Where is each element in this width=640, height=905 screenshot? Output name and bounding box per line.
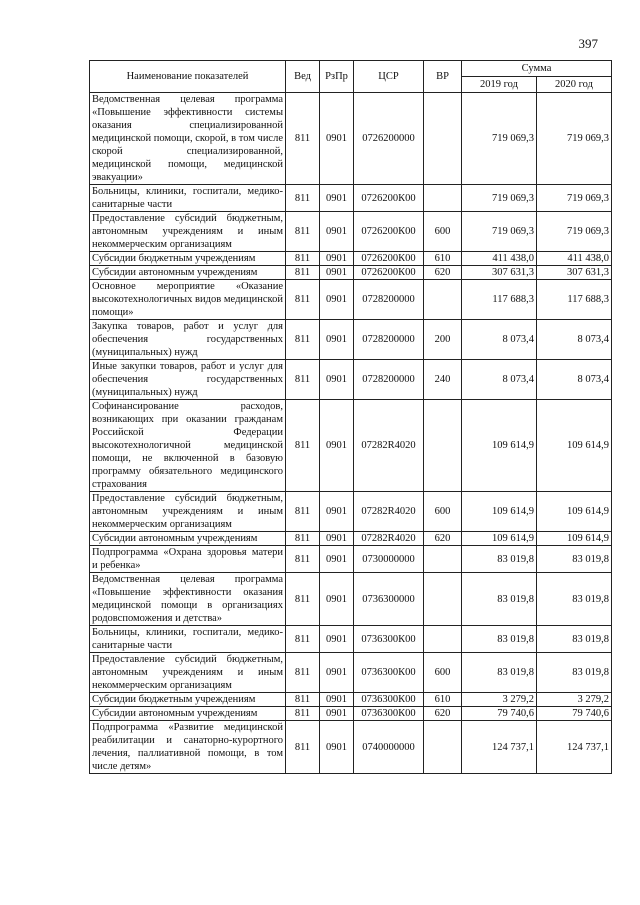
cell-y2020: 8 073,4 bbox=[537, 320, 612, 360]
cell-ved: 811 bbox=[286, 252, 320, 266]
cell-y2019: 307 631,3 bbox=[462, 266, 537, 280]
cell-y2019: 109 614,9 bbox=[462, 492, 537, 532]
cell-name: Подпрограмма «Охрана здоровья матери и ребенка» bbox=[90, 546, 286, 573]
cell-y2020: 117 688,3 bbox=[537, 280, 612, 320]
cell-name: Больницы, клиники, госпитали, медико-санитарные части bbox=[90, 626, 286, 653]
cell-y2020: 83 019,8 bbox=[537, 573, 612, 626]
cell-y2020: 719 069,3 bbox=[537, 212, 612, 252]
cell-y2020: 109 614,9 bbox=[537, 492, 612, 532]
page-number: 397 bbox=[578, 36, 598, 51]
cell-ved: 811 bbox=[286, 400, 320, 492]
cell-rzpr: 0901 bbox=[320, 185, 354, 212]
header-2019: 2019 год bbox=[462, 77, 537, 93]
table-row bbox=[90, 360, 612, 400]
cell-y2020: 83 019,8 bbox=[537, 626, 612, 653]
cell-y2019: 8 073,4 bbox=[462, 360, 537, 400]
table-row bbox=[90, 320, 612, 360]
cell-y2020: 124 737,1 bbox=[537, 721, 612, 774]
cell-y2019: 83 019,8 bbox=[462, 626, 537, 653]
cell-csr: 0740000000 bbox=[354, 721, 424, 774]
cell-rzpr: 0901 bbox=[320, 320, 354, 360]
table-row bbox=[90, 212, 612, 252]
header-sum: Сумма bbox=[462, 61, 612, 77]
table-row bbox=[90, 532, 612, 546]
cell-csr: 0728200000 bbox=[354, 360, 424, 400]
cell-csr: 0726200К00 bbox=[354, 212, 424, 252]
table-row bbox=[90, 721, 612, 774]
cell-csr: 0730000000 bbox=[354, 546, 424, 573]
cell-vr: 620 bbox=[424, 707, 462, 721]
table-row bbox=[90, 252, 612, 266]
cell-name: Предоставление субсидий бюджетным, автономным учреждениям и иным некоммерческим организациям bbox=[90, 492, 286, 532]
cell-name: Предоставление субсидий бюджетным, автономным учреждениям и иным некоммерческим организациям bbox=[90, 212, 286, 252]
cell-y2020: 3 279,2 bbox=[537, 693, 612, 707]
cell-csr: 07282R4020 bbox=[354, 492, 424, 532]
cell-y2020: 79 740,6 bbox=[537, 707, 612, 721]
cell-ved: 811 bbox=[286, 93, 320, 185]
cell-y2020: 8 073,4 bbox=[537, 360, 612, 400]
cell-ved: 811 bbox=[286, 693, 320, 707]
cell-ved: 811 bbox=[286, 707, 320, 721]
cell-y2019: 83 019,8 bbox=[462, 546, 537, 573]
cell-csr: 0736300К00 bbox=[354, 707, 424, 721]
cell-csr: 0726200К00 bbox=[354, 185, 424, 212]
table-row bbox=[90, 573, 612, 626]
cell-y2020: 719 069,3 bbox=[537, 185, 612, 212]
cell-csr: 0728200000 bbox=[354, 320, 424, 360]
cell-csr: 0736300000 bbox=[354, 573, 424, 626]
cell-rzpr: 0901 bbox=[320, 626, 354, 653]
cell-csr: 0726200К00 bbox=[354, 252, 424, 266]
cell-y2020: 719 069,3 bbox=[537, 93, 612, 185]
cell-rzpr: 0901 bbox=[320, 360, 354, 400]
cell-rzpr: 0901 bbox=[320, 93, 354, 185]
budget-table bbox=[89, 60, 612, 774]
cell-ved: 811 bbox=[286, 266, 320, 280]
cell-y2020: 109 614,9 bbox=[537, 532, 612, 546]
cell-vr bbox=[424, 626, 462, 653]
cell-rzpr: 0901 bbox=[320, 252, 354, 266]
cell-rzpr: 0901 bbox=[320, 693, 354, 707]
cell-vr: 610 bbox=[424, 693, 462, 707]
cell-ved: 811 bbox=[286, 532, 320, 546]
cell-csr: 0726200К00 bbox=[354, 266, 424, 280]
table-row bbox=[90, 707, 612, 721]
cell-name: Субсидии автономным учреждениям bbox=[90, 532, 286, 546]
cell-rzpr: 0901 bbox=[320, 492, 354, 532]
cell-ved: 811 bbox=[286, 360, 320, 400]
cell-rzpr: 0901 bbox=[320, 707, 354, 721]
cell-vr bbox=[424, 721, 462, 774]
cell-y2020: 411 438,0 bbox=[537, 252, 612, 266]
table-row bbox=[90, 400, 612, 492]
table-row bbox=[90, 185, 612, 212]
cell-rzpr: 0901 bbox=[320, 721, 354, 774]
cell-vr: 240 bbox=[424, 360, 462, 400]
cell-y2019: 8 073,4 bbox=[462, 320, 537, 360]
cell-rzpr: 0901 bbox=[320, 266, 354, 280]
table-body bbox=[90, 93, 612, 774]
cell-vr bbox=[424, 185, 462, 212]
cell-vr: 620 bbox=[424, 266, 462, 280]
cell-ved: 811 bbox=[286, 280, 320, 320]
cell-y2019: 411 438,0 bbox=[462, 252, 537, 266]
cell-ved: 811 bbox=[286, 573, 320, 626]
cell-y2020: 307 631,3 bbox=[537, 266, 612, 280]
cell-rzpr: 0901 bbox=[320, 546, 354, 573]
cell-y2019: 124 737,1 bbox=[462, 721, 537, 774]
cell-name: Больницы, клиники, госпитали, медико-санитарные части bbox=[90, 185, 286, 212]
cell-vr: 600 bbox=[424, 212, 462, 252]
cell-name: Закупка товаров, работ и услуг для обеспечения государственных (муниципальных) нужд bbox=[90, 320, 286, 360]
cell-y2019: 719 069,3 bbox=[462, 212, 537, 252]
cell-y2019: 719 069,3 bbox=[462, 93, 537, 185]
cell-csr: 0728200000 bbox=[354, 280, 424, 320]
table-header bbox=[90, 61, 612, 93]
cell-csr: 0736300К00 bbox=[354, 626, 424, 653]
table-row bbox=[90, 93, 612, 185]
cell-name: Основное мероприятие «Оказание высокотехнологичных видов медицинской помощи» bbox=[90, 280, 286, 320]
cell-name: Софинансирование расходов, возникающих при оказании гражданам Российской Федерации высокотехнологичной медицинской помощи, не включенной в базовую программу обязательного медицинского страхования bbox=[90, 400, 286, 492]
cell-rzpr: 0901 bbox=[320, 653, 354, 693]
cell-y2020: 109 614,9 bbox=[537, 400, 612, 492]
cell-y2019: 109 614,9 bbox=[462, 400, 537, 492]
cell-vr: 600 bbox=[424, 653, 462, 693]
cell-y2019: 719 069,3 bbox=[462, 185, 537, 212]
cell-name: Подпрограмма «Развитие медицинской реабилитации и санаторно-курортного лечения, паллиативной помощи, в том числе детям» bbox=[90, 721, 286, 774]
cell-vr: 620 bbox=[424, 532, 462, 546]
table-row bbox=[90, 492, 612, 532]
cell-ved: 811 bbox=[286, 546, 320, 573]
cell-name: Ведомственная целевая программа «Повышение эффективности системы оказания специализированной медицинской помощи, скорой, в том числе скорой специализированной, медицинской помощи, медицинской эвакуации» bbox=[90, 93, 286, 185]
cell-rzpr: 0901 bbox=[320, 212, 354, 252]
cell-y2019: 83 019,8 bbox=[462, 573, 537, 626]
header-rzpr: РзПр bbox=[320, 61, 354, 93]
table-row bbox=[90, 546, 612, 573]
cell-csr: 0736300К00 bbox=[354, 653, 424, 693]
cell-vr bbox=[424, 93, 462, 185]
cell-vr bbox=[424, 280, 462, 320]
table-row bbox=[90, 280, 612, 320]
cell-vr bbox=[424, 400, 462, 492]
cell-y2019: 83 019,8 bbox=[462, 653, 537, 693]
cell-rzpr: 0901 bbox=[320, 400, 354, 492]
cell-ved: 811 bbox=[286, 721, 320, 774]
cell-name: Иные закупки товаров, работ и услуг для обеспечения государственных (муниципальных) нужд bbox=[90, 360, 286, 400]
cell-y2019: 3 279,2 bbox=[462, 693, 537, 707]
cell-csr: 0726200000 bbox=[354, 93, 424, 185]
cell-y2019: 109 614,9 bbox=[462, 532, 537, 546]
header-vr: ВР bbox=[424, 61, 462, 93]
header-name: Наименование показателей bbox=[90, 61, 286, 93]
cell-csr: 07282R4020 bbox=[354, 400, 424, 492]
cell-y2019: 117 688,3 bbox=[462, 280, 537, 320]
header-csr: ЦСР bbox=[354, 61, 424, 93]
table-row bbox=[90, 266, 612, 280]
cell-rzpr: 0901 bbox=[320, 280, 354, 320]
cell-vr: 610 bbox=[424, 252, 462, 266]
cell-y2020: 83 019,8 bbox=[537, 653, 612, 693]
cell-vr: 200 bbox=[424, 320, 462, 360]
cell-y2020: 83 019,8 bbox=[537, 546, 612, 573]
cell-rzpr: 0901 bbox=[320, 573, 354, 626]
cell-ved: 811 bbox=[286, 653, 320, 693]
cell-ved: 811 bbox=[286, 320, 320, 360]
cell-name: Субсидии бюджетным учреждениям bbox=[90, 693, 286, 707]
cell-csr: 07282R4020 bbox=[354, 532, 424, 546]
cell-ved: 811 bbox=[286, 492, 320, 532]
cell-vr bbox=[424, 573, 462, 626]
table-row bbox=[90, 693, 612, 707]
header-ved: Вед bbox=[286, 61, 320, 93]
cell-csr: 0736300К00 bbox=[354, 693, 424, 707]
cell-name: Субсидии автономным учреждениям bbox=[90, 707, 286, 721]
cell-name: Субсидии бюджетным учреждениям bbox=[90, 252, 286, 266]
cell-name: Предоставление субсидий бюджетным, автономным учреждениям и иным некоммерческим организациям bbox=[90, 653, 286, 693]
cell-ved: 811 bbox=[286, 185, 320, 212]
cell-vr: 600 bbox=[424, 492, 462, 532]
cell-y2019: 79 740,6 bbox=[462, 707, 537, 721]
table-row bbox=[90, 626, 612, 653]
cell-name: Ведомственная целевая программа «Повышение эффективности оказания медицинской помощи в организациях родовспоможения и детства» bbox=[90, 573, 286, 626]
cell-vr bbox=[424, 546, 462, 573]
table-row bbox=[90, 653, 612, 693]
cell-ved: 811 bbox=[286, 212, 320, 252]
cell-name: Субсидии автономным учреждениям bbox=[90, 266, 286, 280]
cell-rzpr: 0901 bbox=[320, 532, 354, 546]
header-2020: 2020 год bbox=[537, 77, 612, 93]
cell-ved: 811 bbox=[286, 626, 320, 653]
